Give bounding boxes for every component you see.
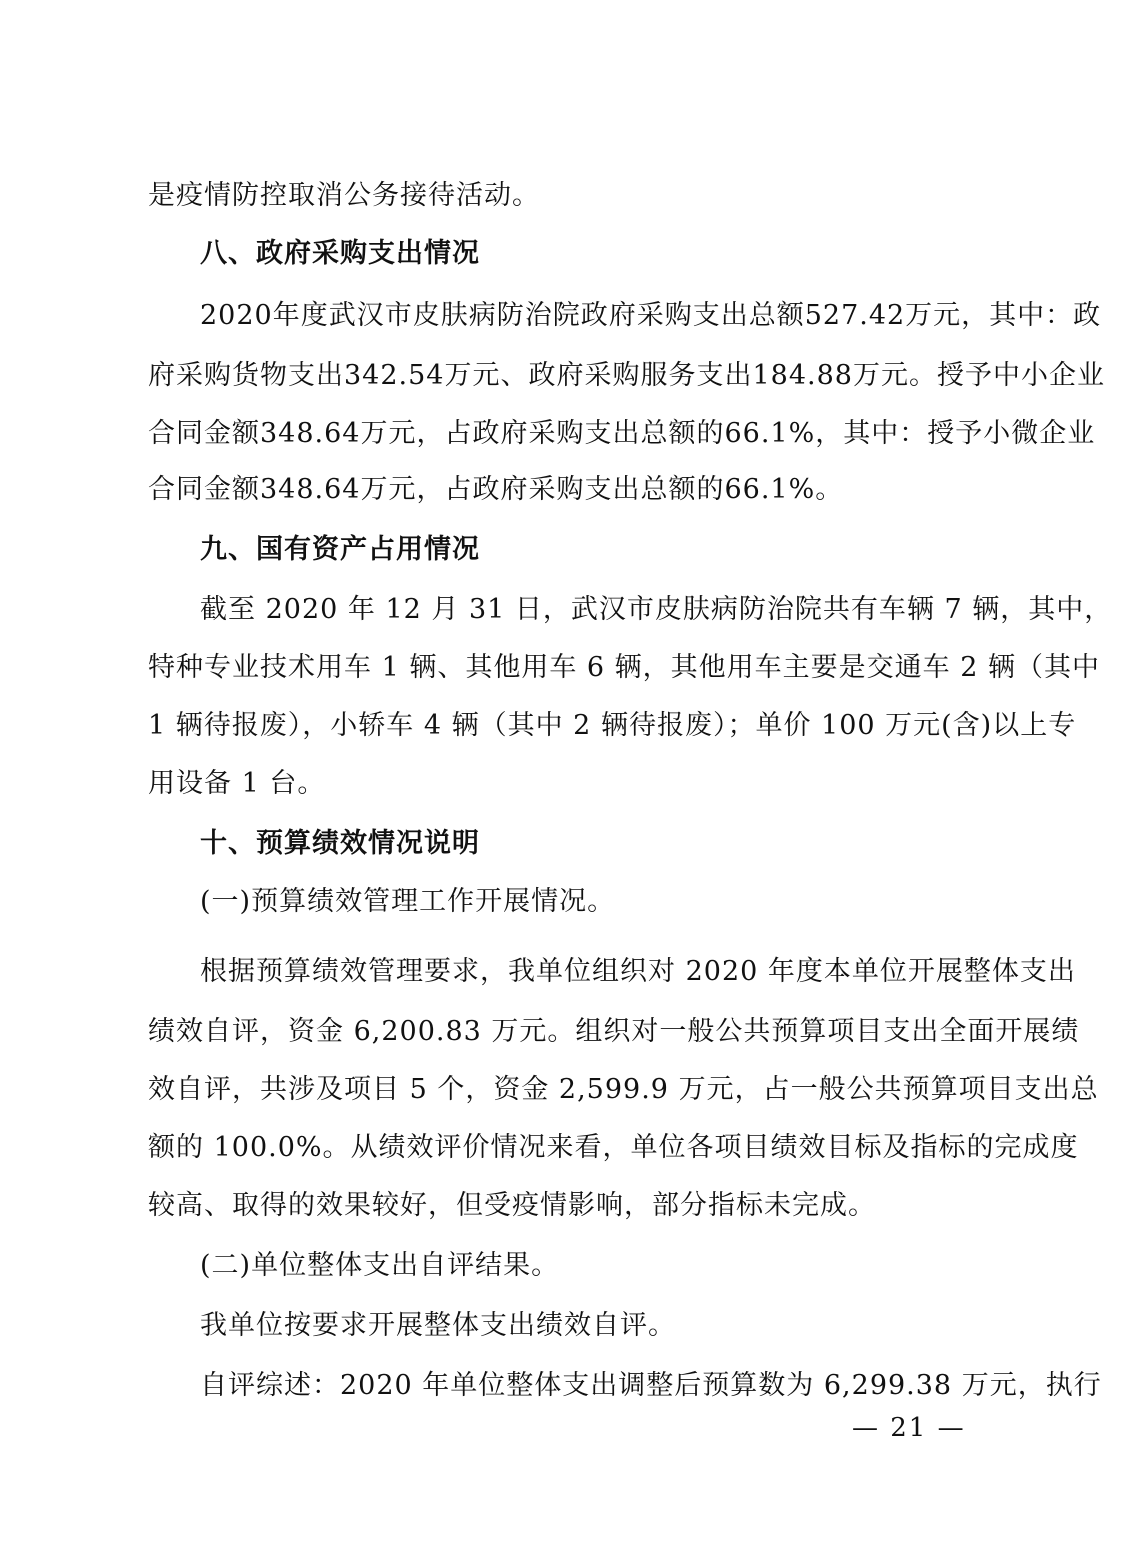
page-number: — 21 — bbox=[852, 1413, 966, 1443]
paragraph-line: 2020年度武汉市皮肤病防治院政府采购支出总额527.42万元，其中：政 bbox=[200, 300, 1102, 331]
section-heading-procurement: 八、政府采购支出情况 bbox=[200, 238, 480, 269]
paragraph-line: 自评综述：2020 年单位整体支出调整后预算数为 6,299.38 万元，执行 bbox=[200, 1370, 1102, 1401]
paragraph-line: 截至 2020 年 12 月 31 日，武汉市皮肤病防治院共有车辆 7 辆，其中， bbox=[200, 594, 1113, 625]
paragraph-line: 合同金额348.64万元，占政府采购支出总额的66.1%，其中：授予小微企业 bbox=[148, 418, 1096, 449]
subsection-heading: (一)预算绩效管理工作开展情况。 bbox=[200, 886, 616, 917]
paragraph-line: 府采购货物支出342.54万元、政府采购服务支出184.88万元。授予中小企业 bbox=[148, 360, 1105, 391]
paragraph-line: 合同金额348.64万元，占政府采购支出总额的66.1%。 bbox=[148, 474, 844, 505]
section-heading-state-assets: 九、国有资产占用情况 bbox=[200, 534, 480, 565]
paragraph-line: 绩效自评，资金 6,200.83 万元。组织对一般公共预算项目支出全面开展绩 bbox=[148, 1016, 1080, 1047]
section-heading-performance: 十、预算绩效情况说明 bbox=[200, 828, 480, 859]
paragraph-line: 是疫情防控取消公务接待活动。 bbox=[148, 180, 540, 211]
paragraph-line: 用设备 1 台。 bbox=[148, 768, 326, 799]
paragraph-line: 1 辆待报废），小轿车 4 辆（其中 2 辆待报废）；单价 100 万元(含)以上专 bbox=[148, 710, 1077, 741]
paragraph-line: 根据预算绩效管理要求，我单位组织对 2020 年度本单位开展整体支出 bbox=[200, 956, 1076, 987]
paragraph-line: 额的 100.0%。从绩效评价情况来看，单位各项目绩效目标及指标的完成度 bbox=[148, 1132, 1079, 1163]
paragraph-line: 效自评，共涉及项目 5 个，资金 2,599.9 万元，占一般公共预算项目支出总 bbox=[148, 1074, 1099, 1105]
paragraph-line: 较高、取得的效果较好，但受疫情影响，部分指标未完成。 bbox=[148, 1190, 876, 1221]
paragraph-line: 我单位按要求开展整体支出绩效自评。 bbox=[200, 1310, 676, 1341]
paragraph-line: 特种专业技术用车 1 辆、其他用车 6 辆，其他用车主要是交通车 2 辆（其中 bbox=[148, 652, 1101, 683]
subsection-heading: (二)单位整体支出自评结果。 bbox=[200, 1250, 560, 1281]
